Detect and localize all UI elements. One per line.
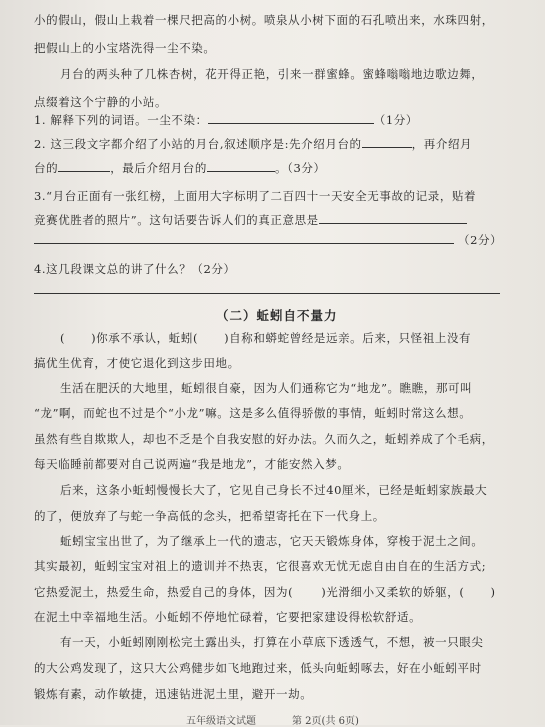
text-line: 点缀着这个宁静的小站。 [34, 95, 168, 109]
answer-blank[interactable] [208, 113, 374, 124]
story-text: )你承不承认，蚯蚓( [91, 331, 199, 345]
question-4: 4.这几段课文总的讲了什么？（2分） [34, 262, 236, 276]
story-line: 蚯蚓宝宝出世了，为了继承上一代的遗志，它天天锻炼身体，穿梭于泥土之间。 [60, 534, 484, 548]
story-text: ( [60, 331, 66, 345]
story-line: 后来，这条小蚯蚓慢慢长大了，它见自己身长不过40厘米，已经是蚯蚓家族最大 [60, 483, 488, 497]
story-line: 在泥土中幸福地生活。小蚯蚓不停地忙碌着，它要把家建设得松软舒适。 [34, 610, 422, 624]
story-line: 每天临睡前都要对自己说两遍“我是地龙”，才能安然入梦。 [34, 457, 350, 471]
story-line [60, 330, 471, 346]
question-3-cont [34, 212, 467, 228]
question-2-text: ，再介绍月 [411, 137, 473, 151]
question-2 [34, 136, 472, 152]
question-1 [34, 112, 418, 128]
question-2-text: 2. 这三段文字都介绍了小站的月台,叙述顺序是:先介绍月台的 [34, 137, 362, 151]
story-line: 虽然有些自欺欺人，却也不乏是个自我安慰的好办法。久而久之，蚯蚓养成了个毛病， [34, 432, 494, 446]
answer-line[interactable] [34, 243, 454, 244]
section-title: （二）蚯蚓自不量力 [216, 308, 338, 323]
answer-blank[interactable] [207, 161, 275, 172]
story-text: ) [490, 585, 496, 599]
answer-blank[interactable] [362, 137, 412, 148]
story-line: 其实最初，蚯蚓宝宝对祖上的遗训并不热衷，它很喜欢无忧无虑自由自在的生活方式; [34, 559, 487, 573]
story-line [34, 584, 496, 600]
story-line: 的了，便放弃了与蛇一争高低的念头，把希望寄托在下一代身上。 [34, 509, 385, 523]
story-line: “龙”啊，而蛇也不过是个“小龙”嘛。这是多么值得骄傲的事情，蚯蚓时常这么想。 [34, 406, 472, 420]
story-text: )自称和蟒蛇曾经是远亲。后来，只怪祖上没有 [224, 331, 472, 345]
story-line: 的大公鸡发现了，这只大公鸡健步如飞地跑过来，低头向蚯蚓啄去，好在小蚯蚓平时 [34, 661, 482, 675]
story-text: 它热爱泥土，热爱生命，热爱自己的身体，因为( [34, 585, 294, 599]
story-line: 生活在肥沃的大地里，蚯蚓很自豪，因为人们通称它为“地龙”。瞧瞧，那可叫 [60, 381, 473, 395]
answer-line[interactable] [34, 293, 500, 294]
question-1-score: （1分） [373, 113, 418, 127]
story-line: 搞优生优育，才使它退化到这步田地。 [34, 356, 240, 370]
question-1-text: 1. 解释下列的词语。一尘不染： [34, 113, 208, 127]
question-3-text: 竞赛优胜者的照片”。这句话要告诉人们的真正意思是 [34, 213, 319, 227]
text-line: 把假山上的小宝塔洗得一尘不染。 [34, 41, 216, 55]
footer-page-number: 第 2页(共 6页) [292, 716, 359, 727]
question-2-text: 台的 [34, 161, 59, 175]
text-line: 小的假山，假山上栽着一棵尺把高的小树。喷泉从小树下面的石孔喷出来，水珠四射， [34, 13, 494, 27]
answer-blank[interactable] [58, 161, 110, 172]
question-2-cont [34, 160, 326, 176]
story-line: 锻炼有素，动作敏捷，迅速钻进泥土里，避开一劫。 [34, 687, 313, 701]
story-line: 有一天，小蚯蚓刚刚松完土露出头，打算在小草底下透透气，不想，被一只眼尖 [60, 635, 484, 649]
question-3: 3.“月台正面有一张红榜，上面用大字标明了二百四十一天安全无事故的记录，贴着 [34, 189, 477, 203]
story-text: )光滑细小又柔软的娇躯，( [321, 585, 465, 599]
footer-left: 五年级语文试题 [186, 716, 256, 727]
question-2-text: ，最后介绍月台的 [110, 161, 208, 175]
text-line: 月台的两头种了几株杏树，花开得正艳，引来一群蜜蜂。蜜蜂嗡嗡地边歌边舞， [60, 67, 484, 81]
question-2-text: 。（3分） [275, 161, 326, 175]
question-3-score: （2分） [458, 233, 503, 247]
answer-blank[interactable] [319, 213, 467, 224]
